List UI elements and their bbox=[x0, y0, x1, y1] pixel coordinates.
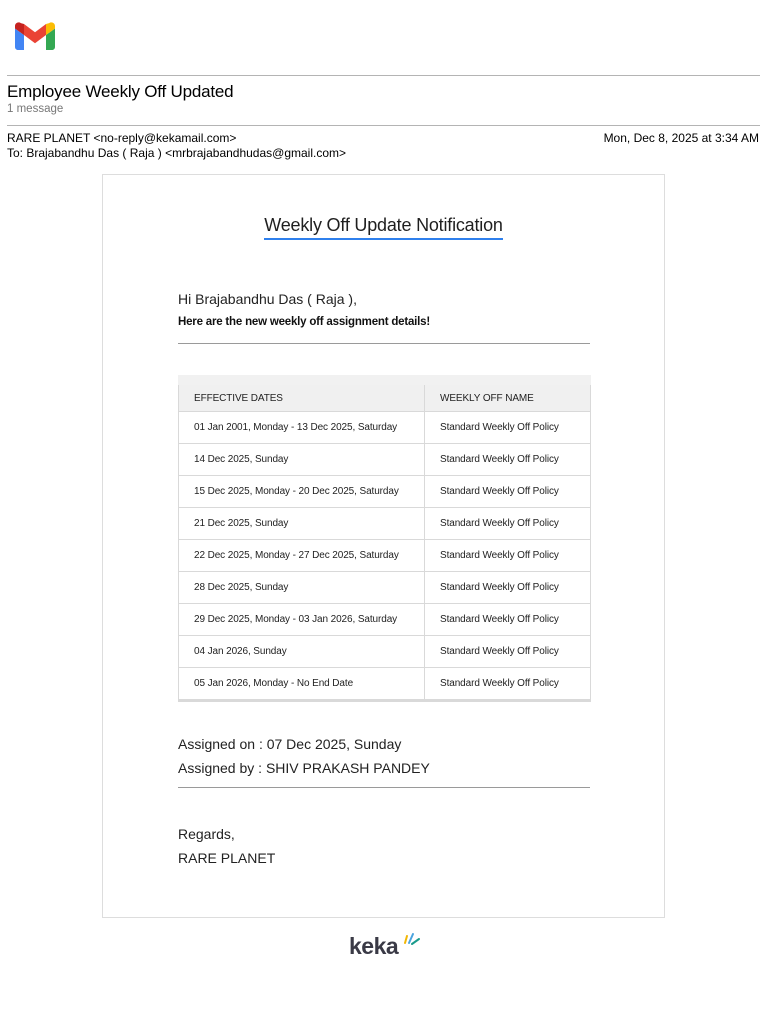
signature-company: RARE PLANET bbox=[178, 850, 276, 866]
table-row bbox=[179, 476, 591, 508]
column-header-effective-dates: EFFECTIVE DATES bbox=[179, 380, 425, 412]
gmail-logo-icon bbox=[15, 22, 55, 52]
greeting: Hi Brajabandhu Das ( Raja ), bbox=[178, 291, 357, 307]
sender-email[interactable]: <no-reply@kekamail.com> bbox=[93, 131, 237, 145]
effective-dates-cell: 29 Dec 2025, Monday - 03 Jan 2026, Saturday bbox=[179, 604, 425, 636]
table-row bbox=[179, 444, 591, 476]
table-row bbox=[179, 636, 591, 668]
effective-dates-cell: 04 Jan 2026, Sunday bbox=[179, 636, 425, 668]
keka-logo bbox=[349, 930, 421, 962]
table-row bbox=[179, 668, 591, 701]
weekly-off-name-cell: Standard Weekly Off Policy bbox=[425, 540, 591, 572]
weekly-off-name-cell: Standard Weekly Off Policy bbox=[425, 604, 591, 636]
message-date: Mon, Dec 8, 2025 at 3:34 AM bbox=[603, 131, 759, 145]
effective-dates-cell: 14 Dec 2025, Sunday bbox=[179, 444, 425, 476]
weekly-off-name-cell: Standard Weekly Off Policy bbox=[425, 412, 591, 444]
thread-subject: Employee Weekly Off Updated bbox=[7, 82, 234, 101]
assigned-on: Assigned on : 07 Dec 2025, Sunday bbox=[178, 736, 402, 752]
recipient-line: To: Brajabandhu Das ( Raja ) <mrbrajabandhudas@gmail.com> bbox=[7, 146, 347, 160]
weekly-off-name-cell: Standard Weekly Off Policy bbox=[425, 508, 591, 540]
section-divider bbox=[178, 787, 590, 788]
section-divider bbox=[178, 343, 590, 344]
table-row bbox=[179, 604, 591, 636]
message-count: 1 message bbox=[7, 103, 64, 115]
effective-dates-cell: 01 Jan 2001, Monday - 13 Dec 2025, Saturday bbox=[179, 412, 425, 444]
keka-wordmark: keka bbox=[349, 933, 399, 959]
intro-text: Here are the new weekly off assignment details! bbox=[178, 316, 430, 328]
weekly-off-name-cell: Standard Weekly Off Policy bbox=[425, 444, 591, 476]
sign-off: Regards, bbox=[178, 826, 235, 842]
weekly-off-table bbox=[178, 375, 591, 702]
weekly-off-name-cell: Standard Weekly Off Policy bbox=[425, 476, 591, 508]
subject-divider bbox=[7, 125, 760, 126]
sender-name: RARE PLANET bbox=[7, 131, 91, 145]
effective-dates-cell: 28 Dec 2025, Sunday bbox=[179, 572, 425, 604]
effective-dates-cell: 22 Dec 2025, Monday - 27 Dec 2025, Saturday bbox=[179, 540, 425, 572]
weekly-off-name-cell: Standard Weekly Off Policy bbox=[425, 572, 591, 604]
email-card bbox=[102, 174, 665, 918]
notification-heading-text: Weekly Off Update Notification bbox=[264, 215, 502, 240]
notification-heading bbox=[103, 215, 664, 240]
keka-logo-icon bbox=[403, 930, 421, 946]
table-row bbox=[179, 508, 591, 540]
effective-dates-cell: 05 Jan 2026, Monday - No End Date bbox=[179, 668, 425, 701]
effective-dates-cell: 15 Dec 2025, Monday - 20 Dec 2025, Saturday bbox=[179, 476, 425, 508]
table-row bbox=[179, 572, 591, 604]
assigned-by: Assigned by : SHIV PRAKASH PANDEY bbox=[178, 760, 430, 776]
effective-dates-cell: 21 Dec 2025, Sunday bbox=[179, 508, 425, 540]
column-header-weekly-off-name: WEEKLY OFF NAME bbox=[425, 380, 591, 412]
sender-line bbox=[7, 131, 236, 145]
weekly-off-name-cell: Standard Weekly Off Policy bbox=[425, 636, 591, 668]
table-row bbox=[179, 412, 591, 444]
header-divider bbox=[7, 75, 760, 76]
table-row bbox=[179, 540, 591, 572]
table-header-row bbox=[179, 380, 591, 412]
weekly-off-name-cell: Standard Weekly Off Policy bbox=[425, 668, 591, 701]
